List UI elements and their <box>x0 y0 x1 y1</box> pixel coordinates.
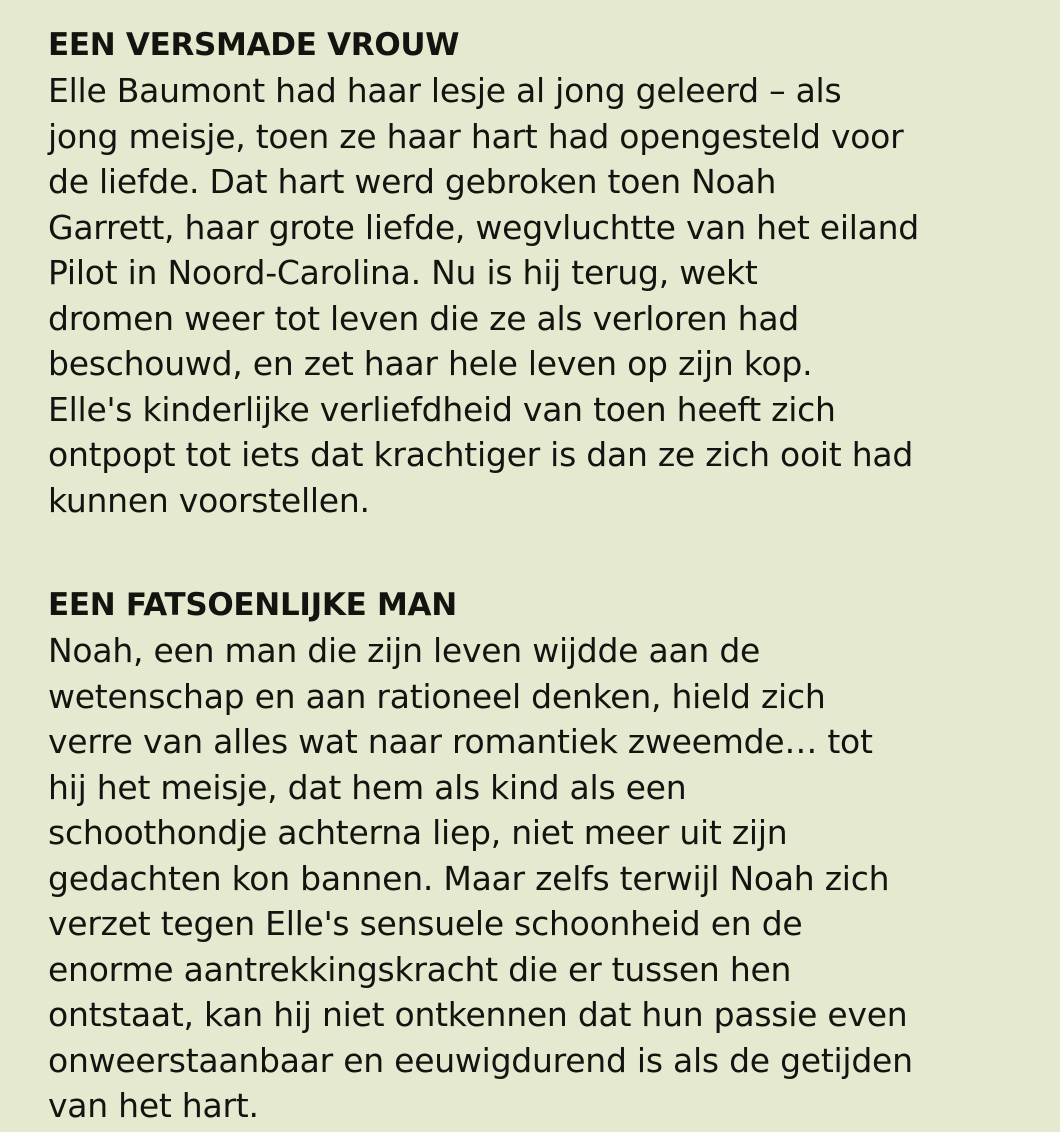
section-heading: EEN VERSMADE VROUW <box>48 27 460 63</box>
text-line: onweerstaanbaar en eeuwigdurend is als de getijden <box>48 1040 913 1080</box>
text-line: van het hart. <box>48 1086 259 1125</box>
section-body <box>48 68 1040 523</box>
section-heading: EEN FATSOENLIJKE MAN <box>48 587 457 623</box>
text-line: dromen weer tot leven die ze als verloren had <box>48 298 799 338</box>
text-line: Noah, een man die zijn leven wijdde aan de <box>48 631 761 670</box>
text-line: verzet tegen Elle's sensuele schoonheid en de <box>48 904 803 943</box>
section-body <box>48 628 1040 1129</box>
text-line: de liefde. Dat hart werd gebroken toen Noah <box>48 162 777 201</box>
text-line: Garrett, haar grote liefde, wegvluchtte van het eiland <box>48 207 920 247</box>
text-line: Elle's kinderlijke verliefdheid van toen heeft zich <box>48 389 836 429</box>
text-line: verre van alles wat naar romantiek zweemde… tot <box>48 722 873 761</box>
section-fatsoenlijke-man <box>48 582 1040 1129</box>
text-line: ontstaat, kan hij niet ontkennen dat hun passie even <box>48 995 908 1034</box>
text-line: Elle Baumont had haar lesje al jong geleerd – als <box>48 71 842 110</box>
text-line: hij het meisje, dat hem als kind als een <box>48 767 687 807</box>
text-line: beschouwd, en zet haar hele leven op zijn kop. <box>48 344 813 383</box>
text-line: Pilot in Noord-Carolina. Nu is hij terug, wekt <box>48 253 758 292</box>
text-line: jong meisje, toen ze haar hart had opengesteld voor <box>48 116 904 156</box>
text-line: wetenschap en aan rationeel denken, hield zich <box>48 676 826 716</box>
text-line: kunnen voorstellen. <box>48 480 370 520</box>
section-versmade-vrouw <box>48 22 1040 523</box>
text-line: ontpopt tot iets dat krachtiger is dan ze zich ooit had <box>48 435 914 474</box>
text-line: gedachten kon bannen. Maar zelfs terwijl Noah zich <box>48 858 890 898</box>
text-line: enorme aantrekkingskracht die er tussen hen <box>48 949 792 989</box>
text-line: schoothondje achterna liep, niet meer uit zijn <box>48 813 788 852</box>
